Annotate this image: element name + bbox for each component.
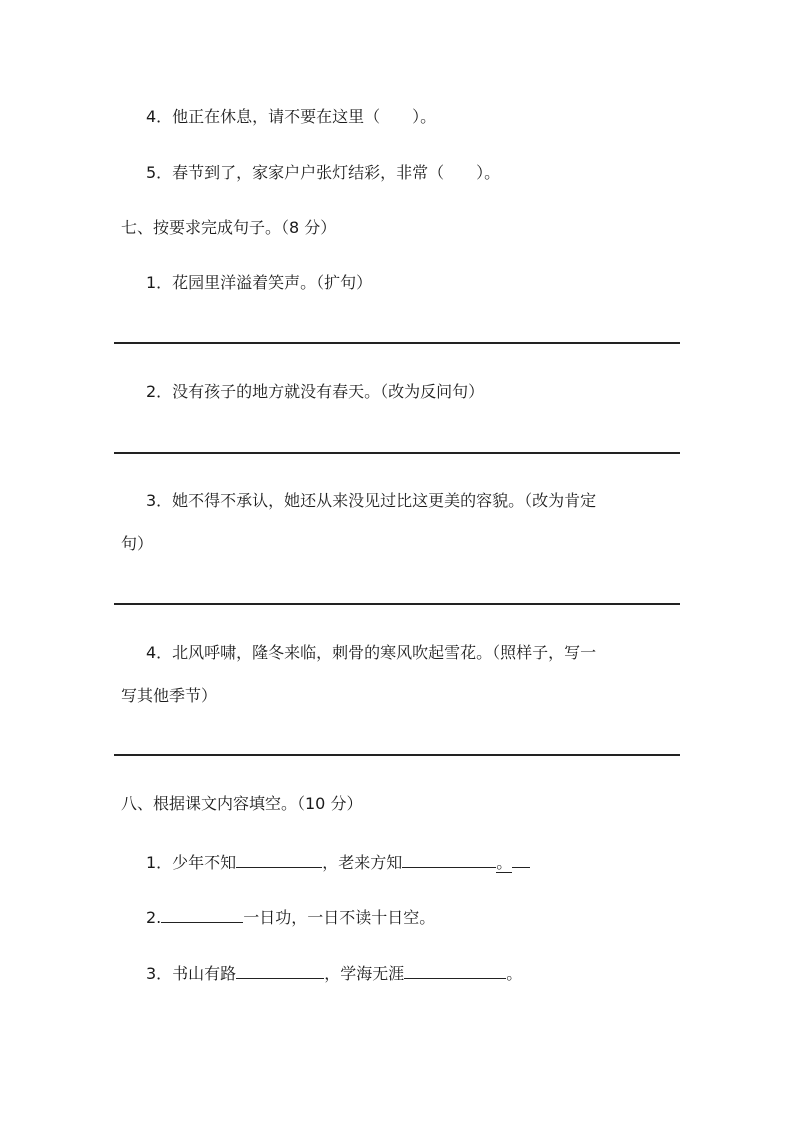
q7-title: 七、按要求完成句子。（8 分） — [121, 218, 337, 237]
answer-line-3[interactable] — [114, 603, 680, 605]
fill-blank-2[interactable] — [402, 849, 496, 868]
q8-item-2-text-b: 一日功，一日不读十日空。 — [243, 908, 436, 927]
q7-item-2: 2．没有孩子的地方就没有春天。（改为反问句） — [146, 382, 485, 401]
q6-item-4: 4．他正在休息，请不要在这里（ ）。 — [146, 107, 437, 126]
q6-item-5: 5．春节到了，家家户户张灯结彩，非常（ ）。 — [146, 163, 501, 182]
q8-item-3-text-c: 。 — [506, 964, 523, 983]
q8-item-3-text-a: 3．书山有路 — [146, 964, 237, 983]
q7-item-3-line-2: 句） — [121, 534, 154, 553]
q8-item-1-text-b: ，老来方知 — [322, 853, 403, 872]
answer-line-4[interactable] — [114, 754, 680, 756]
answer-line-2[interactable] — [114, 452, 680, 454]
q7-item-4-line-1: 4．北风呼啸，隆冬来临，刺骨的寒风吹起雪花。（照样子，写一 — [146, 643, 597, 662]
fill-blank-4[interactable] — [236, 960, 324, 979]
q8-item-3-text-b: ，学海无涯 — [324, 964, 405, 983]
fill-blank-2-tail — [512, 849, 530, 868]
q8-item-1-text-a: 1．少年不知 — [146, 853, 237, 872]
q7-item-3-line-1: 3．她不得不承认，她还从来没见过比这更美的容貌。（改为肯定 — [146, 491, 597, 510]
q7-item-1: 1．花园里洋溢着笑声。（扩句） — [146, 273, 373, 292]
q8-item-3 — [146, 960, 522, 985]
q8-item-2 — [146, 904, 435, 929]
fill-blank-5[interactable] — [404, 960, 506, 979]
fill-blank-3[interactable] — [161, 904, 243, 923]
q8-title: 八、根据课文内容填空。（10 分） — [121, 794, 363, 813]
answer-line-1[interactable] — [114, 342, 680, 344]
q8-item-2-text-a: 2. — [146, 908, 162, 927]
q8-item-1 — [146, 849, 530, 874]
q7-item-4-line-2: 写其他季节） — [121, 686, 218, 705]
q8-item-1-text-c: 。 — [496, 853, 513, 872]
fill-blank-1[interactable] — [236, 849, 322, 868]
